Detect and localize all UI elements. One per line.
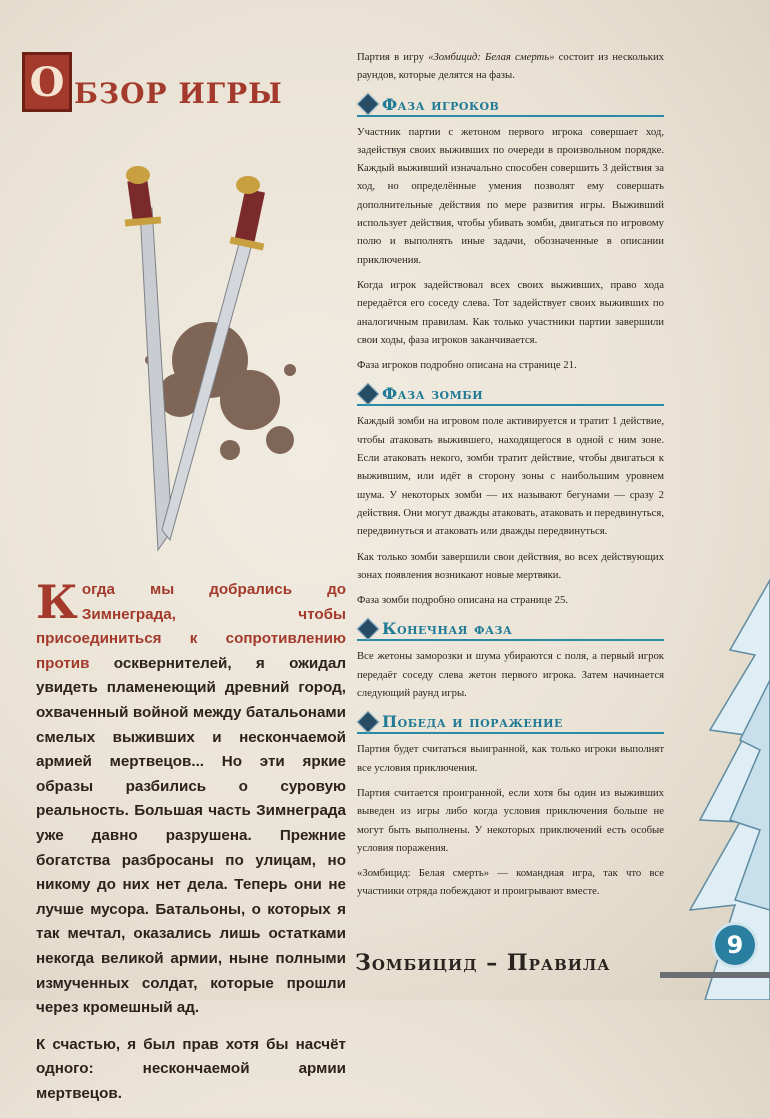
page-title [22,52,283,112]
page-title-text: БЗОР ИГРЫ [74,77,283,110]
paragraph: Участник партии с жетоном первого игрока совершает ход, задействуя своих выживших по очереди в произвольном порядке. Каждый выживший изначально способен совершить 3 действия за ход, но определённые умения позволят ему совершать дополнительные действия по мере развития игры. Выживший использует действия, чтобы убивать зомби, двигаться по игровому полю и выполнять иные задачи, обозначенные в описании приключения. [357,125,664,266]
heading-end-phase [357,619,664,641]
game-title: «Зомбицид: Белая смерть» [428,51,555,63]
heading-text: Фаза игроков [382,94,500,114]
heading-text: Конечная фаза [382,619,513,639]
fiction-red-lead: огда мы добрались до Зимнеграда, чтобы присоединиться к сопротивлению против [36,581,346,672]
paragraph: Фаза зомби подробно описана на странице 25. [357,594,569,607]
fiction-dropcap: К [36,575,78,629]
fiction-paragraph: осквернителей, я ожидал увидеть пламенеющий древний город, охваченный войной между батальонами смелых выживших и нескончаемой армией мертвецов... Но эти яркие образы разбились о суровую реальность. Большая часть Зимнеграда уже давно разрушена. Прежние богатства разбросаны по улицам, но никому до них нет дела. Теперь они не лучше мусора. Батальоны, о которых я так мечтал, оказались лишь остатками некогда великой армии, ныне полными измученных солдат, которые прошли через кромешный ад. [36,654,346,1017]
swords-illustration [90,150,340,570]
paragraph: Когда игрок задействовал всех своих выживших, право хода передаётся его соседу слева. Тот задействует своих выживших по аналогичным правилам. Как только участники партии завершили свои ходы, фаза игроков заканчивается. [357,278,664,346]
footer-title: Зомбицид – Правила [355,950,611,976]
intro-text: Партия в игру [357,51,429,63]
heading-victory-defeat [357,712,664,734]
heading-player-phase [357,95,664,117]
gem-icon [357,618,380,641]
paragraph: Все жетоны заморозки и шума убираются с поля, а первый игрок передаёт соседу слева жетон первого игрока. Затем начинается следующий раунд игры. [357,650,664,700]
paragraph: Фаза игроков подробно описана на странице 21. [357,359,577,372]
paragraph: Как только зомби завершили свои действия, во всех действующих зонах появления возникают новые мертвяки. [357,550,664,581]
intro-text: состоит из нескольких раундов, которые делятся на фазы. [357,51,665,82]
fiction-paragraph: К счастью, я был прав хотя бы насчёт одного: нескончаемой армии мертвецов. [36,1035,346,1102]
footer-bar [660,972,770,978]
gem-icon [357,383,380,406]
fiction-text [36,575,346,1118]
intro-paragraph [357,48,664,85]
dragon-initial-icon: О [22,52,72,112]
heading-text: Фаза зомби [382,384,484,404]
paragraph: Каждый зомби на игровом поле активируется и тратит 1 действие, чтобы атаковать выжившего, находящегося в одной с ним зоне. Если атаковать некого, зомби тратит действие, чтобы двигаться к выжившим, или идёт в сторону зоны с наибольшим уровнем шума. У некоторых зомби — их называют бегунами — сразу 2 действия. Они могут дважды атаковать, атаковать и передвинуться, передвинуться и атаковать или дважды передвинуться. [357,415,664,538]
paragraph: «Зомбицид: Белая смерть» — командная игра, так что все участники отряда побеждают и проигрывают вместе. [357,867,664,898]
paragraph: Партия считается проигранной, если хотя бы один из выживших выведен из игры либо когда условия приключения больше не могут быть выполнены. У некоторых приключений есть особые условия поражения. [357,786,664,854]
heading-text: Победа и поражение [382,712,563,732]
heading-zombie-phase [357,384,664,406]
sword-left [125,166,172,550]
paragraph: Партия будет считаться выигранной, как только игроки выполнят все условия приключения. [357,743,664,774]
page-number: 9 [712,922,758,968]
gem-icon [357,710,380,733]
gem-icon [357,93,380,116]
rules-column [357,48,664,908]
